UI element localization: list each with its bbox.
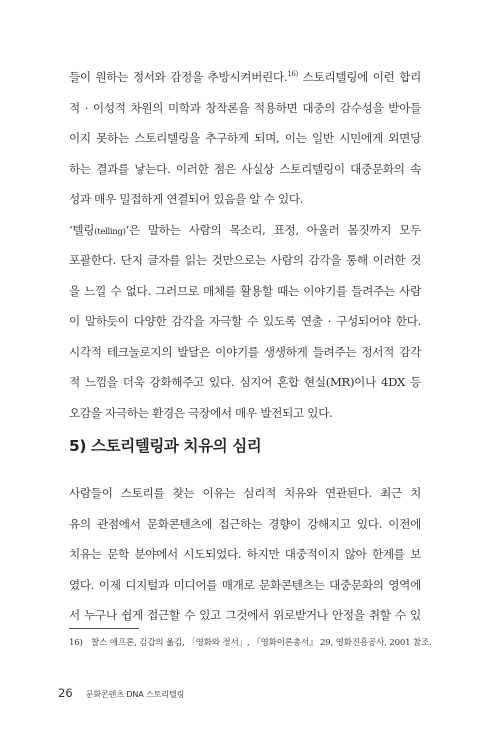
text-line: 치유는 문학 분야에서 시도되었다. 하지만 대중적이지 않아 한계를 보	[69, 547, 421, 561]
page-footer	[58, 682, 184, 701]
footnote-divider	[69, 628, 139, 629]
text-line: 적 느낌을 더욱 강화해주고 있다. 심지어 혼합 현실(MR)이나 4DX 등	[69, 375, 421, 389]
text-line: 오감을 자극하는 환경은 극장에서 매우 발전되고 있다.	[69, 405, 333, 420]
footnote-text: 찰스 애프론, 김갑의 옮김, 「영화와 정서」, 『영화이론총서』 29, 영화진흥공사, 2001 참조.	[91, 638, 432, 648]
text-line: 성과 매우 밀접하게 연결되어 있음을 알 수 있다.	[69, 192, 304, 206]
footnote	[69, 637, 432, 649]
footnote-reference[interactable]: 16)	[287, 70, 298, 79]
text-segment: ’은 말하는 사람의 목소리, 표정, 아울러 몸짓까지 모두	[125, 222, 421, 237]
text-line: 서 누구나 쉽게 접근할 수 있고 그것에서 위로받거나 안정을 취할 수 있	[69, 608, 421, 622]
text-line	[69, 68, 421, 86]
text-line	[69, 221, 421, 241]
text-line: 하는 결과를 낳는다. 이러한 점은 사실상 스토리텔링이 대중문화의 속	[69, 161, 421, 176]
running-title: 문화콘텐츠 DNA 스토리텔링	[85, 690, 185, 699]
text-segment: 들이 원하는 정서와 감정을 추방시켜버린다.	[69, 70, 288, 84]
text-line: 유의 관점에서 문화콘텐츠에 접근하는 경향이 강해지고 있다. 이전에	[69, 516, 421, 531]
text-segment: 스토리텔링에 이런 합리	[298, 70, 421, 84]
text-line: 시각적 테크놀로지의 발달은 이야기를 생생하게 들려주는 정서적 감각	[69, 344, 421, 359]
page-number: 26	[58, 686, 73, 700]
text-line: 이 말하듯이 다양한 감각을 자극할 수 있도록 연출 · 구성되어야 한다.	[69, 314, 421, 328]
text-line: 사람들이 스토리를 찾는 이유는 심리적 치유와 연관된다. 최근 치	[69, 486, 421, 500]
text-line: 을 느낄 수 없다. 그러므로 매체를 활용할 때는 이야기를 들려주는 사람	[69, 283, 421, 298]
inline-gloss: (telling)	[94, 226, 126, 237]
text-segment: ‘텔링	[69, 222, 95, 237]
text-line: 이지 못하는 스토리텔링을 추구하게 되며, 이는 일반 시민에게 외면당	[69, 131, 421, 145]
section-heading: 5) 스토리텔링과 치유의 심리	[69, 437, 262, 455]
footnote-number: 16)	[69, 638, 83, 648]
text-line: 였다. 이제 디지털과 미디어를 매개로 문화콘텐츠는 대중문화의 영역에	[69, 577, 421, 592]
text-line: 포괄한다. 단지 글자를 읽는 것만으로는 사람의 감각을 통해 이러한 것	[69, 253, 421, 267]
text-line: 적 · 이성적 차원의 미학과 창작론을 적용하면 대중의 감수성을 받아들	[69, 100, 421, 115]
